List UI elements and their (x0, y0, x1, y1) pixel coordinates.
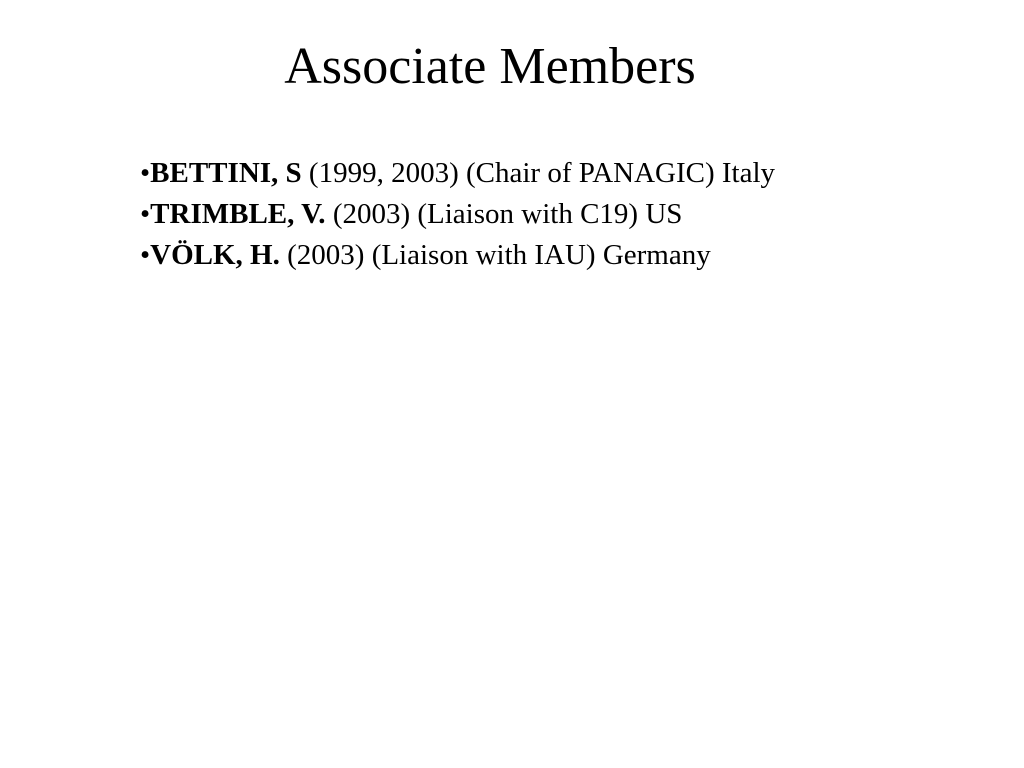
bullet: • (140, 239, 151, 271)
member-list (140, 153, 775, 276)
slide-title: Associate Members (284, 38, 696, 95)
member-details: (1999, 2003) (Chair of PANAGIC) Italy (301, 157, 776, 189)
member-name: TRIMBLE, V. (150, 198, 326, 230)
bullet: • (140, 157, 151, 189)
bullet: • (140, 198, 151, 230)
member-name: VÖLK, H. (150, 239, 280, 271)
member-name: BETTINI, S (150, 157, 302, 189)
list-item (140, 194, 775, 235)
list-item (140, 235, 775, 276)
list-item (140, 153, 775, 194)
member-details: (2003) (Liaison with IAU) Germany (279, 239, 711, 271)
member-details: (2003) (Liaison with C19) US (325, 198, 683, 230)
